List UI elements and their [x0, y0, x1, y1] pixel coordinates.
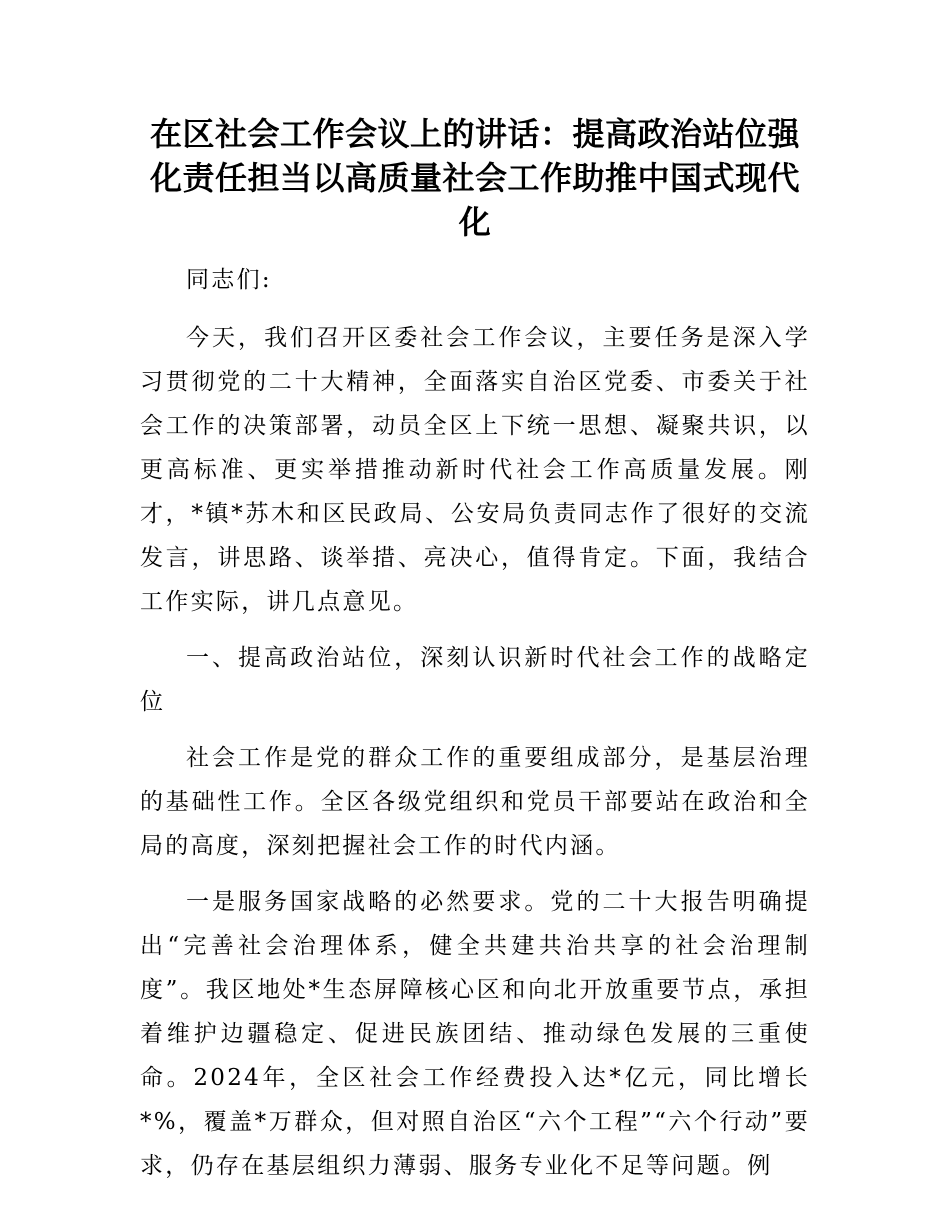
point-paragraph: 一是服务国家战略的必然要求。党的二十大报告明确提出“完善社会治理体系，健全共建共治共享的社会治理制度”。我区地处*生态屏障核心区和向北开放重要节点，承担着维护边疆稳定、促进民族团结、推动绿色发展的三重使命。2024年，全区社会工作经费投入达*亿元，同比增长*%，覆盖*万群众，但对照自治区“六个工程”“六个行动”要求，仍存在基层组织力薄弱、服务专业化不足等问题。例	[140, 889, 810, 1179]
document-title: 在区社会工作会议上的讲话：提高政治站位强化责任担当以高质量社会工作助推中国式现代化	[149, 115, 800, 241]
section-heading: 一、提高政治站位，深刻认识新时代社会工作的战略定位	[140, 645, 810, 715]
section-paragraph: 社会工作是党的群众工作的重要组成部分，是基层治理的基础性工作。全区各级党组织和党员干部要站在政治和全局的高度，深刻把握社会工作的时代内涵。	[140, 745, 810, 859]
greeting-paragraph: 同志们:	[186, 267, 272, 293]
document-body	[140, 258, 810, 1200]
intro-paragraph: 今天，我们召开区委社会工作会议，主要任务是深入学习贯彻党的二十大精神，全面落实自治区党委、市委关于社会工作的决策部署，动员全区上下统一思想、凝聚共识，以更高标准、更实举措推动新时代社会工作高质量发展。刚才，*镇*苏木和区民政局、公安局负责同志作了很好的交流发言，讲思路、谈举措、亮决心，值得肯定。下面，我结合工作实际，讲几点意见。	[140, 325, 810, 615]
